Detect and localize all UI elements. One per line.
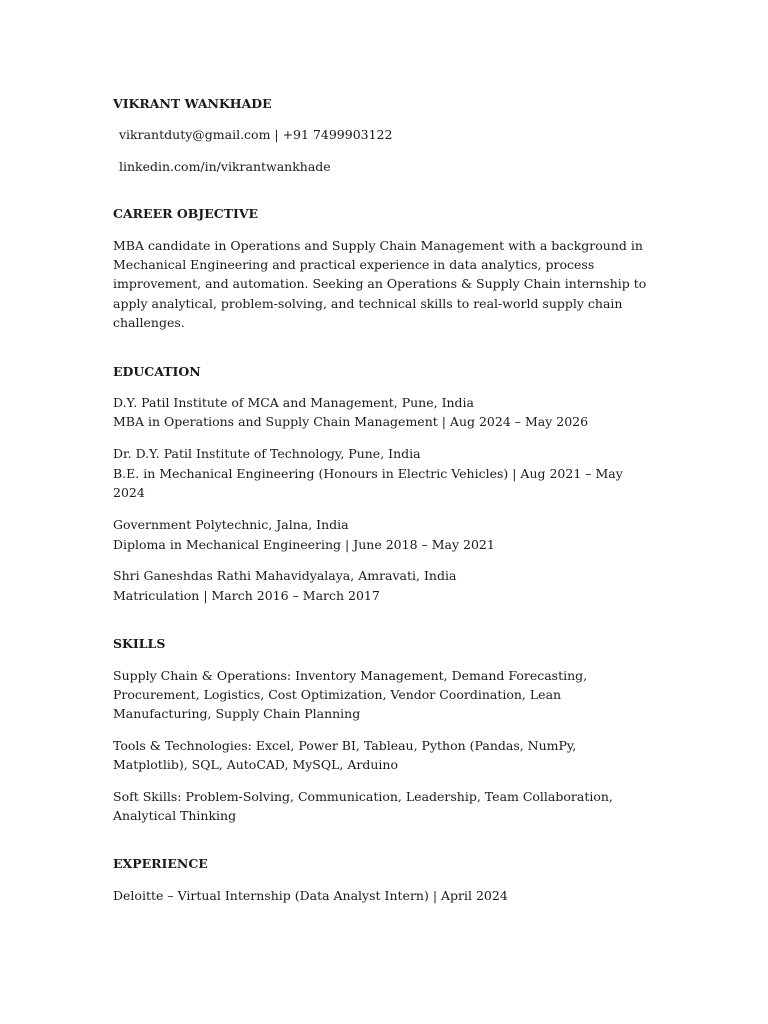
skill-item: Supply Chain & Operations: Inventory Management, Demand Forecasting, Procurement, Logistics, Cost Optimization, Vendor Coordination, Lean Manufacturing, Supply Chain Planning xyxy=(113,667,588,722)
skill-item: Tools & Technologies: Excel, Power BI, Tableau, Python (Pandas, NumPy, Matplotlib), SQL, AutoCAD, MySQL, Arduino xyxy=(113,737,577,773)
candidate-name: VIKRANT WANKHADE xyxy=(113,96,272,111)
education-institution: D.Y. Patil Institute of MCA and Management, Pune, India xyxy=(113,395,475,411)
linkedin-url: linkedin.com/in/vikrantwankhade xyxy=(119,158,331,174)
education-entry xyxy=(113,444,653,502)
education-detail: B.E. in Mechanical Engineering (Honours in Electric Vehicles) | Aug 2021 – May 2024 xyxy=(113,465,623,501)
education-institution: Dr. D.Y. Patil Institute of Technology, Pune, India xyxy=(113,446,421,462)
contact-block xyxy=(113,125,653,176)
career-objective-text: MBA candidate in Operations and Supply Chain Management with a background in Mechanical Engineering and practical experience in data analytics, process improvement, and automation. Seeking an Operations & Supply Chain internship to apply analytical, problem-solving, and technical skills to real-world supply chain challenges. xyxy=(113,237,647,331)
education-entry xyxy=(113,566,653,605)
education-institution: Shri Ganeshdas Rathi Mahavidyalaya, Amravati, India xyxy=(113,568,457,584)
education-detail: Matriculation | March 2016 – March 2017 xyxy=(113,587,380,603)
email-phone-line: vikrantduty@gmail.com | +91 7499903122 xyxy=(119,127,393,143)
education-heading: EDUCATION xyxy=(113,363,201,379)
skills-heading: SKILLS xyxy=(113,636,166,652)
education-detail: Diploma in Mechanical Engineering | June 2018 – May 2021 xyxy=(113,536,495,552)
education-detail: MBA in Operations and Supply Chain Management | Aug 2024 – May 2026 xyxy=(113,414,589,430)
education-entry xyxy=(113,393,653,432)
career-objective-heading: CAREER OBJECTIVE xyxy=(113,206,259,222)
experience-entry: Deloitte – Virtual Internship (Data Analyst Intern) | April 2024 xyxy=(113,887,508,903)
education-entry xyxy=(113,515,653,554)
experience-heading: EXPERIENCE xyxy=(113,856,208,872)
education-institution: Government Polytechnic, Jalna, India xyxy=(113,517,349,533)
skill-item: Soft Skills: Problem-Solving, Communication, Leadership, Team Collaboration, Analytical Thinking xyxy=(113,788,613,824)
resume-page xyxy=(113,94,653,917)
